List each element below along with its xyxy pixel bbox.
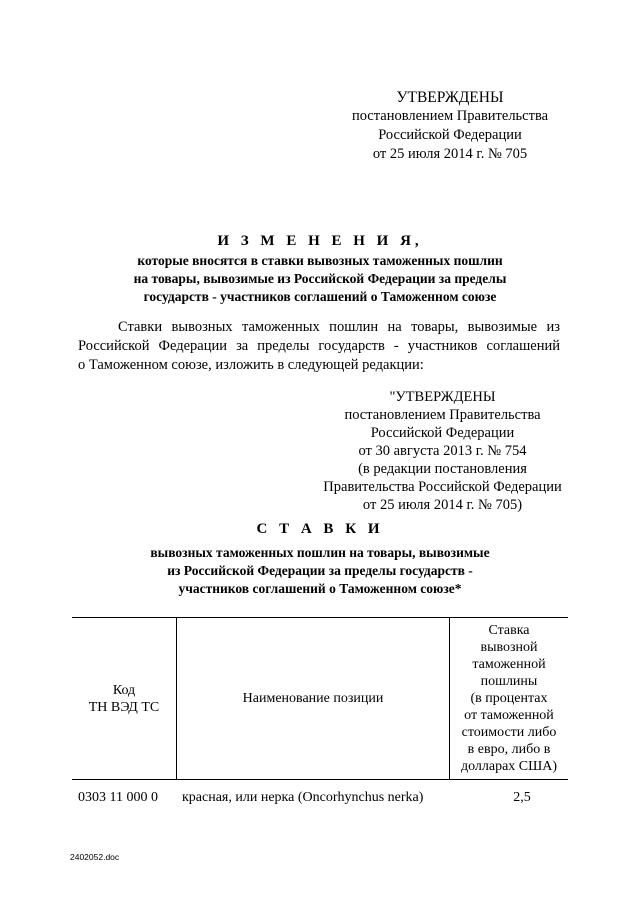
body-paragraph [78,318,560,375]
header-rate [450,618,569,780]
header-rate-line: (в процентах [470,691,548,706]
table-header-row [72,618,568,780]
header-rate-line: долларах США) [460,759,558,774]
rates-subtitle-2: из Российской Федерации за пределы государств - [167,563,473,578]
header-rate-line: от таможенной [464,708,554,723]
row-code: 0303 11 000 0 [78,790,158,805]
approved-line-2: Российской Федерации [378,127,522,143]
quoted-approval-block [300,388,585,514]
paragraph-line-3: о Таможенном союзе, изложить в следующей редакции: [78,357,424,373]
changes-title-block [60,232,580,306]
rates-title: С Т А В К И [256,521,384,537]
paragraph-line-1: Ставки вывозных таможенных пошлин на товары, вывозимые из [118,319,560,335]
header-name: Наименование позиции [177,618,450,780]
rates-table [72,617,568,780]
changes-subtitle-3: государств - участников соглашений о Таможенном союзе [143,289,497,304]
header-code-line-2: ТН ВЭД ТС [88,699,160,715]
header-rate-line: Ставка [488,623,530,638]
quoted-line-6: от 25 июля 2014 г. № 705) [362,497,523,513]
quoted-approved-heading: "УТВЕРЖДЕНЫ [389,389,496,405]
header-code [72,618,177,780]
document-filename: 2402052.doc [70,852,120,862]
approved-line-1: постановлением Правительства [351,108,549,124]
changes-title: И З М Е Н Е Н И Я, [217,233,423,249]
changes-subtitle-1: которые вносятся в ставки вывозных таможенных пошлин [137,253,503,268]
quoted-line-3: от 30 августа 2013 г. № 754 [358,443,527,459]
quoted-line-4: (в редакции постановления [358,461,527,477]
quoted-line-5: Правительства Российской Федерации [323,479,562,495]
quoted-line-1: постановлением Правительства [344,407,541,423]
rates-title-block [60,520,580,598]
paragraph-line-2: Российской Федерации за пределы государств - участников соглашений [78,338,560,354]
header-rate-line: в евро, либо в [467,742,551,757]
header-rate-line: таможенной [472,657,546,672]
quoted-line-2: Российской Федерации [370,425,515,441]
approval-block [330,88,570,164]
header-rate-line: вывозной [480,640,538,655]
header-code-line-1: Код [112,682,136,698]
rates-subtitle-1: вывозных таможенных пошлин на товары, вывозимые [150,545,490,560]
approved-line-3: от 25 июля 2014 г. № 705 [372,146,528,162]
row-rate: 2,5 [513,790,531,805]
row-name: красная, или нерка (Oncorhynchus nerka) [182,790,424,805]
approved-heading: УТВЕРЖДЕНЫ [396,89,504,106]
header-rate-line: пошлины [480,674,538,689]
rates-subtitle-3: участников соглашений о Таможенном союзе* [178,581,462,596]
changes-subtitle-2: на товары, вывозимые из Российской Федерации за пределы [133,271,507,286]
header-rate-line: стоимости либо [461,725,557,740]
table-row [72,790,568,810]
